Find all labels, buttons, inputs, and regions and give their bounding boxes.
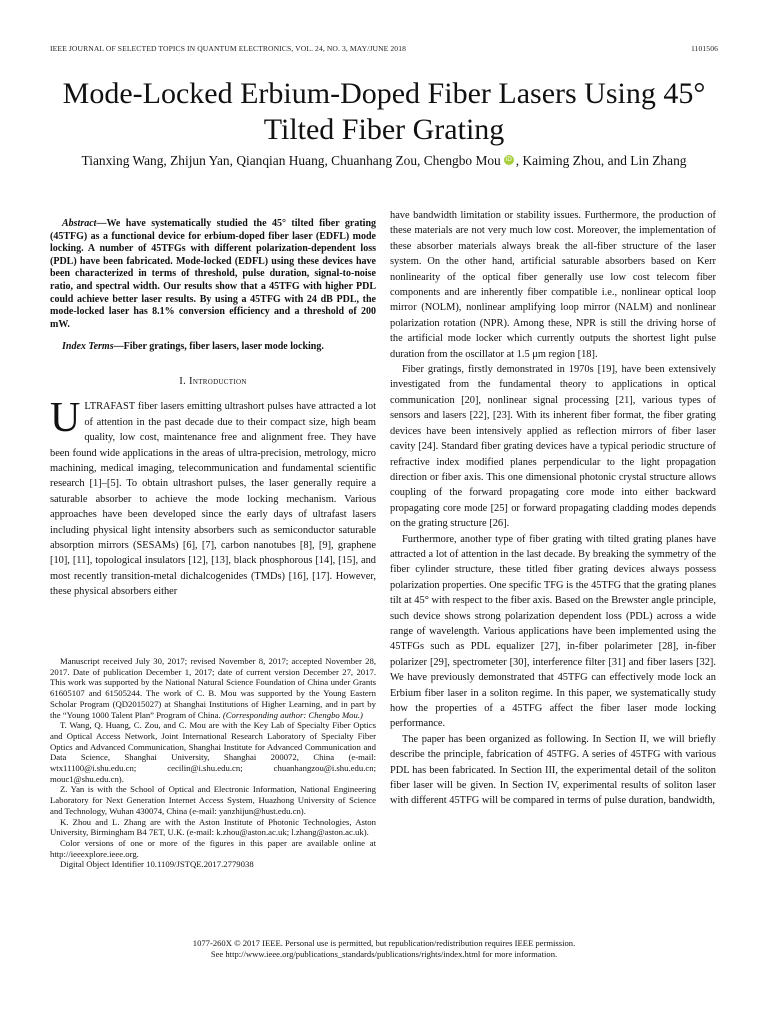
paragraph-continued: have bandwidth limitation or stability issues. Furthermore, the production of these materials are not very much low cost. Moreover, the implementation of these absorber materials always break the all-fiber structure of the laser system. On the other hand, artificial saturable absorbers based on Kerr nonlinearity of the optical fiber generally use low cost telecom fiber components and are inherently fiber compatible i.e., nonlinear optical loop mirror (NOLM), nonlinear amplifying loop mirror (NALM) and nonlinear polarization rotation (NPR). Among these, NPR is still the driving horse of the artificial mode locker which currently outputs the shortest light pulse duration from the oscillator at 1.5 μm region [18].: [390, 210, 716, 360]
paragraph-organization: The paper has been organized as following. In Section II, we will briefly describe the principle, fabrication of 45TFG. A series of 45TFG with various PDL has been fabricated. In Section III, the experimental detail of the soliton fiber laser will be given. In Section IV, experimental results of soliton laser with different 45TFG will be compared in terms of pulse duration, bandwidth,: [390, 733, 716, 807]
paragraph-fiber-gratings: Fiber gratings, firstly demonstrated in 1970s [19], have been extensively investigated from the fundamental theory to applications in optical communication [20], nonlinear signal processing [21], various types of sensors and lasers [22], [23]. With its inherent fiber format, the fiber grating devices have been intensively applied as reflection mirrors of fiber laser cavity [24]. Standard fiber grating devices have a typical periodic structure of refractive index modified planes perpendicular to the light propagation direction or fiber axis. This one dimensional photonic crystal structure allows coupling of the forward propagating core mode into either backward propagating core mode [25] or forward propagating cladding modes depends on the grating structure [26].: [390, 364, 716, 530]
rights-link-line: See http://www.ieee.org/publications_standards/publications/rights/index.html for more information.: [210, 949, 558, 959]
page-number: 1101506: [691, 44, 718, 53]
abstract: [50, 218, 376, 331]
authors-part-2: , Kaiming Zhou, and Lin Zhang: [515, 153, 687, 168]
paragraph-tilted-gratings: Furthermore, another type of fiber grating with tilted grating planes have attracted a lot of attention in the last decade. By breaking the symmetry of the fiber cylinder structure, these titled fiber grating devices always possess polarization properties. One specific TFG is the 45TFG that the grating planes tilt at 45° with respect to the fiber axis. Based on the Brewster angle principle, such device shows strong polarization dependent loss (PDL) across a wide range of wavelength. Various applications have been implemented using the 45TFGs such as PDL equalizer [27], in-fiber polarimeter [28], in-fiber polarizer [29], spectrometer [30], interference filter [31] and fiber lasers [32]. We have previously demonstrated that 45TFG can effectively mode lock an Erbium fiber laser in a soliton regime. In this paper, we systematically study how the properties of a 45TFG affect the fiber laser mode locking performance.: [390, 533, 716, 730]
copyright-line: 1077-260X © 2017 IEEE. Personal use is permitted, but republication/redistribution requires IEEE permission.: [192, 938, 576, 948]
orcid-icon[interactable]: iD: [505, 156, 512, 163]
right-column: [390, 208, 716, 809]
footnote-affiliation-2: Z. Yan is with the School of Optical and Electronic Information, National Engineering Laboratory for Next Generation Internet Access System, Huazhong University of Science and Technology, Wuhan 430074, China (e-mail: yanzhijun@hust.edu.cn).: [50, 784, 376, 816]
drop-cap: U: [50, 395, 81, 442]
abstract-text: —We have systematically studied the 45° tilted fiber grating (45TFG) as a functional device for erbium-doped fiber laser (EDFL) mode locking. A number of 45TFGs with different polarization-dependent loss (PDL) have been fabricated. Mode-locked (EDFL) using these devices have been characterized in terms of threshold, pulse duration, signal-to-noise ratio, and spectral width. Our results show that a 45TFG with higher PDL could achieve better laser results. By using a 45TFG with 24 dB PDL, the mode-locked laser has 8.1% conversion efficiency and a threshold of 200 mW.: [50, 218, 376, 330]
index-terms: [50, 341, 376, 354]
footnote-manuscript: [50, 656, 376, 720]
footnote-doi: Digital Object Identifier 10.1109/JSTQE.2017.2779038: [60, 859, 254, 870]
journal-name: IEEE JOURNAL OF SELECTED TOPICS IN QUANTUM ELECTRONICS, VOL. 24, NO. 3, MAY/JUNE 2018: [50, 44, 406, 53]
intro-text: fiber lasers emitting ultrashort pulses have attracted a lot of attention in the past decade due to their compact size, high beam quality, low cost, maintenance free and alignment free. They have been found wide applications in the areas of ultra-precision, metrology, micro machining, medical imaging, telecommunication and fundamental scientific research [1]–[5]. To obtain ultrashort pulses, the laser generally require a saturable absorber to achieve the mode locking mechanism. Various approaches have been developed since the early days of ultrafast lasers including physical light intensity absorbers such as semiconductor saturable absorption mirrors (SESAMs) [6], [7], carbon nanotubes [8], [9], graphene [10], [11], topological insulators [12], [13], black phosphorous [14], [15], and most recently transition-metal dichalcogenides (TMDs) [16], [17]. However, these physical absorbers either: [50, 401, 376, 598]
section-title: Introduction: [189, 375, 247, 387]
paper-title: Mode-Locked Erbium-Doped Fiber Lasers Using 45° Tilted Fiber Grating: [62, 77, 706, 146]
footnote-affiliation-1: T. Wang, Q. Huang, C. Zou, and C. Mou are with the Key Lab of Specialty Fiber Optics and Optical Access Network, Joint International Research Laboratory of Specialty Fiber Optics and Advanced Communication, Shanghai Institute for Advanced Communication and Data Science, Shanghai University, Shanghai 200072, China (e-mail: wtx11100@i.shu.edu.cn; cecilin@i.shu.edu.cn; chuanhangzou@i.shu.edu.cn; mouc1@shu.edu.cn).: [50, 720, 376, 784]
first-word: LTRAFAST: [84, 401, 135, 413]
index-terms-lead: Index Terms: [62, 341, 114, 353]
copyright-footer: [40, 938, 728, 960]
authors-part-1: Tianxing Wang, Zhijun Yan, Qianqian Huang, Chuanhang Zou, Chengbo Mou: [81, 153, 501, 168]
left-column: [50, 208, 376, 600]
corresponding-author: (Corresponding author: Chengbo Mou.): [222, 709, 363, 720]
running-head: [50, 44, 718, 53]
section-numeral: I.: [179, 375, 187, 387]
footnote-affiliation-3: K. Zhou and L. Zhang are with the Aston Institute of Photonic Technologies, Aston University, Birmingham B4 7ET, U.K. (e-mail: k.zhou@aston.ac.uk; l.zhang@aston.ac.uk).: [50, 816, 376, 838]
footnote-color-versions: Color versions of one or more of the figures in this paper are available online at http://ieeexplore.ieee.org.: [50, 837, 376, 859]
abstract-lead: Abstract: [62, 218, 97, 229]
index-terms-text: —Fiber gratings, fiber lasers, laser mode locking.: [113, 341, 324, 353]
footnotes: [50, 656, 376, 870]
intro-paragraph: [50, 395, 376, 599]
section-heading: [50, 374, 376, 389]
author-list: [30, 153, 738, 169]
footnote-funding-text: Manuscript received July 30, 2017; revised November 8, 2017; accepted November 28, 2017. Date of publication December 1, 2017; date of current version December 27, 2017. This work was supported by the National Natural Science Foundation of China under Grants 61605107 and 61505244. The work of C. B. Mou was supported by the Young Eastern Scholar Program (QD2015027) at Shanghai Institutions of Higher Learning, and in part by the “Young 1000 Talent Plan” Program of China.: [50, 656, 376, 720]
